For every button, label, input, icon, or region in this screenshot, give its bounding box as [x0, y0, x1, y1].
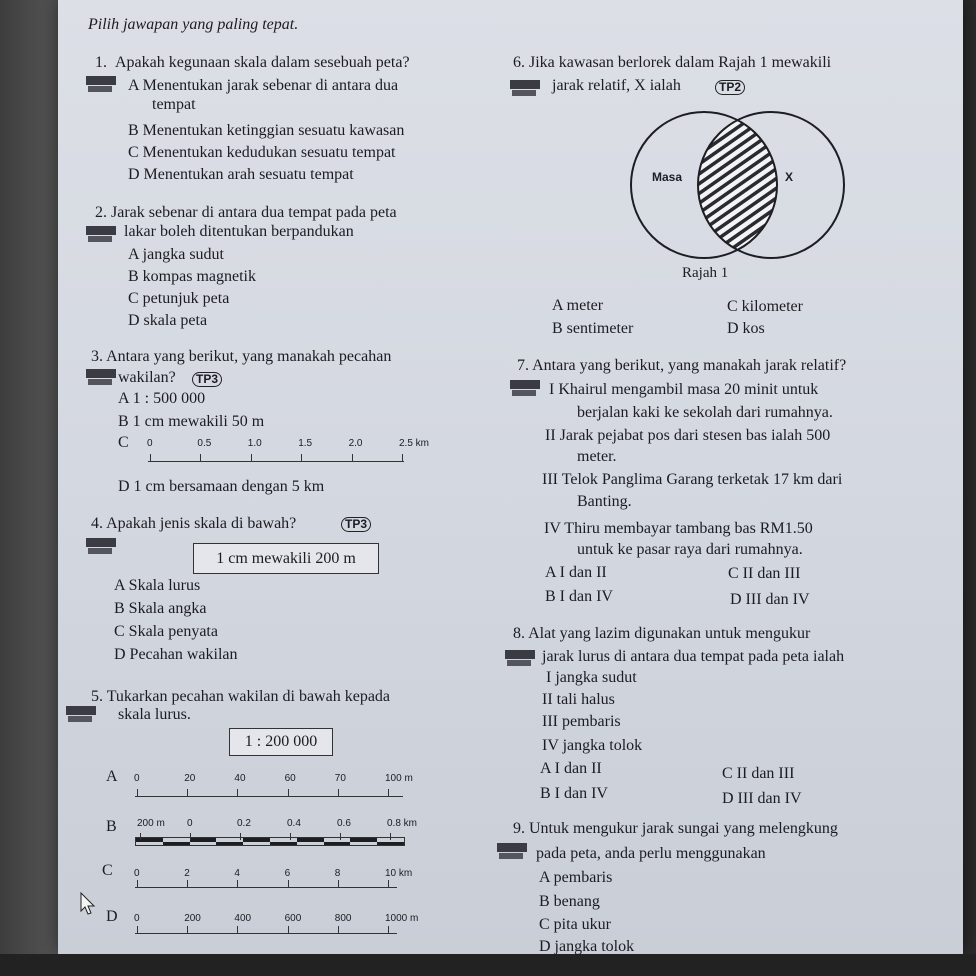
q8-option-a[interactable]: A I dan II: [540, 760, 602, 777]
q3-c-scale-tick-label: 2.5 km: [399, 438, 430, 449]
q3-c-scale-tick: [301, 454, 302, 461]
q2-option-b[interactable]: B kompas magnetik: [128, 268, 256, 285]
q8-option-b[interactable]: B I dan IV: [540, 785, 608, 802]
q5-b-scale-tick: [390, 833, 391, 840]
q5-d-scale-tick: [237, 926, 238, 933]
q3-c-scale-tick: [150, 454, 151, 461]
q5-c-scale-tick-label: 4: [234, 868, 240, 879]
q3-question-cont: wakilan?: [118, 369, 176, 386]
difficulty-icon: [86, 76, 116, 94]
q6-option-a[interactable]: A meter: [552, 297, 604, 314]
tp-badge: TP2: [715, 80, 745, 95]
q5-a-scale-line: [135, 796, 403, 797]
q5-b-scale-tick-label: 0.6: [337, 818, 351, 829]
q5-question-cont: skala lurus.: [118, 706, 191, 723]
difficulty-icon: [86, 226, 116, 244]
q8-item-1: I jangka sudut: [546, 669, 637, 686]
q3-option-c-letter[interactable]: C: [118, 434, 129, 451]
q9-option-a[interactable]: A pembaris: [539, 869, 613, 886]
q3-question: 3. Antara yang berikut, yang manakah pecahan: [91, 348, 392, 365]
q3-c-scale-line: [148, 461, 404, 462]
q3-c-scale-tick-label: 0.5: [197, 438, 212, 449]
q9-option-b[interactable]: B benang: [539, 893, 600, 910]
q5-c-scale-tick-label: 0: [134, 868, 140, 879]
q5-c-scale-tick: [388, 880, 389, 887]
q2-option-c[interactable]: C petunjuk peta: [128, 290, 230, 307]
q5-d-scale-tick: [187, 926, 188, 933]
q4-option-a[interactable]: A Skala lurus: [114, 577, 201, 594]
q3-option-a[interactable]: A 1 : 500 000: [118, 390, 206, 407]
q5-c-scale-tick-label: 10 km: [385, 868, 413, 879]
difficulty-icon: [505, 650, 535, 668]
q5-a-scale-tick-label: 70: [334, 773, 346, 784]
q5-a-scale-tick: [237, 789, 238, 796]
q4-scale-box: 1 cm mewakili 200 m: [193, 543, 379, 574]
q1-question: 1. Apakah kegunaan skala dalam sesebuah peta?: [95, 54, 410, 71]
q5-c-scale-line: [135, 887, 397, 888]
q5-b-scale-segment: [163, 842, 190, 846]
q3-c-scale-tick: [251, 454, 252, 461]
q5-c-scale-tick: [237, 880, 238, 887]
q6-option-c[interactable]: C kilometer: [727, 298, 803, 315]
q5-d-scale-tick-label: 0: [134, 913, 140, 924]
q6-option-d[interactable]: D kos: [727, 320, 765, 337]
q7-statement-3: III Telok Panglima Garang terketak 17 km dari: [542, 471, 843, 488]
q4-question: 4. Apakah jenis skala di bawah?: [91, 515, 297, 532]
q5-b-scale-tick-label: 0.4: [287, 818, 301, 829]
q8-item-3: III pembaris: [542, 713, 621, 730]
q5-b-scale-tick-label: 200 m: [137, 818, 165, 829]
q7-option-a[interactable]: A I dan II: [545, 564, 607, 581]
q5-a-scale-tick: [137, 789, 138, 796]
venn-left-label: Masa: [652, 170, 683, 184]
q2-question: 2. Jarak sebenar di antara dua tempat pada peta: [95, 204, 397, 221]
q7-question: 7. Antara yang berikut, yang manakah jarak relatif?: [517, 357, 847, 374]
q2-question-cont: lakar boleh ditentukan berpandukan: [124, 223, 354, 240]
difficulty-icon: [66, 706, 96, 724]
q5-c-scale-tick: [338, 880, 339, 887]
q8-option-c[interactable]: C II dan III: [722, 765, 795, 782]
q5-ratio-box: 1 : 200 000: [229, 728, 333, 756]
q1-option-a-cont: tempat: [152, 96, 196, 113]
q7-statement-4-cont: untuk ke pasar raya dari rumahnya.: [577, 541, 803, 558]
q6-option-b[interactable]: B sentimeter: [552, 320, 634, 337]
q5-d-scale-tick-label: 400: [234, 913, 252, 924]
background-left: [0, 0, 58, 976]
q5-option-b-letter[interactable]: B: [106, 818, 117, 835]
q7-statement-2-cont: meter.: [577, 448, 617, 465]
q5-a-scale-tick: [288, 789, 289, 796]
mouse-cursor-icon: [80, 892, 96, 916]
q5-d-scale-tick: [338, 926, 339, 933]
q4-option-c[interactable]: C Skala penyata: [114, 623, 218, 640]
q1-option-c[interactable]: C Menentukan kedudukan sesuatu tempat: [128, 144, 396, 161]
q5-b-scale-segment: [243, 838, 270, 842]
q3-c-scale-tick-label: 2.0: [348, 438, 363, 449]
tp-badge: TP3: [192, 372, 222, 387]
tp-badge: TP3: [341, 517, 371, 532]
q5-option-d-letter[interactable]: D: [106, 908, 118, 925]
difficulty-icon: [86, 369, 116, 387]
q5-b-scale-segment: [270, 842, 297, 846]
q5-a-scale-tick: [388, 789, 389, 796]
venn-diagram: [620, 110, 852, 260]
q9-option-d[interactable]: D jangka tolok: [539, 938, 635, 955]
q5-a-scale-tick-label: 20: [184, 773, 196, 784]
q5-b-scale-tick: [340, 833, 341, 840]
q8-item-2: II tali halus: [542, 691, 615, 708]
q5-d-scale-tick-label: 200: [184, 913, 201, 924]
q5-b-scale-segment: [190, 838, 217, 842]
q5-c-scale-tick: [187, 880, 188, 887]
q3-c-scale-tick: [352, 454, 353, 461]
q2-option-a[interactable]: A jangka sudut: [128, 246, 224, 263]
q4-option-d[interactable]: D Pecahan wakilan: [114, 646, 238, 663]
q2-option-d[interactable]: D skala peta: [128, 312, 208, 329]
q5-a-scale-tick-label: 0: [134, 773, 140, 784]
q7-option-d[interactable]: D III dan IV: [730, 591, 810, 608]
q5-b-scale-segment: [216, 842, 243, 846]
q5-b-scale-segment: [350, 838, 377, 842]
q3-c-scale-tick-label: 0: [147, 438, 153, 449]
difficulty-icon: [497, 843, 527, 861]
difficulty-icon: [86, 538, 116, 556]
q5-d-scale-tick-label: 800: [334, 913, 352, 924]
q7-statement-1-cont: berjalan kaki ke sekolah dari rumahnya.: [577, 404, 833, 421]
difficulty-icon: [510, 80, 540, 98]
q5-question: 5. Tukarkan pecahan wakilan di bawah kepada: [91, 688, 391, 705]
q6-question: 6. Jika kawasan berlorek dalam Rajah 1 mewakili: [513, 54, 832, 71]
q5-b-scale-segment: [324, 842, 351, 846]
q6-question-cont: jarak relatif, X ialah: [552, 77, 681, 94]
q5-b-scale-tick-label: 0.8 km: [387, 818, 418, 829]
q7-statement-2: II Jarak pejabat pos dari stesen bas ialah 500: [545, 427, 831, 444]
q5-b-scale-tick-label: 0: [187, 818, 193, 829]
q8-question: 8. Alat yang lazim digunakan untuk mengukur: [513, 625, 811, 642]
q7-option-b[interactable]: B I dan IV: [545, 588, 613, 605]
q3-c-scale-tick-label: 1.0: [247, 438, 262, 449]
q5-b-scale-tick: [290, 833, 291, 840]
q5-d-scale-line: [135, 933, 397, 934]
q3-c-scale-tick-label: 1.5: [298, 438, 313, 449]
q4-option-b[interactable]: B Skala angka: [114, 600, 207, 617]
q5-b-scale-segment: [377, 842, 404, 846]
q5-a-scale-tick: [338, 789, 339, 796]
q5-d-scale-tick: [288, 926, 289, 933]
q5-a-scale-tick-label: 40: [234, 773, 246, 784]
q9-question: 9. Untuk mengukur jarak sungai yang melengkung: [513, 820, 838, 837]
q5-b-scale-tick: [240, 833, 241, 840]
q8-option-d[interactable]: D III dan IV: [722, 790, 802, 807]
q5-c-scale-tick: [288, 880, 289, 887]
q5-a-scale-tick: [187, 789, 188, 796]
q1-option-a[interactable]: A Menentukan jarak sebenar di antara dua: [128, 77, 399, 94]
q5-c-scale-tick-label: 8: [334, 868, 341, 879]
figure-caption: Rajah 1: [682, 265, 729, 281]
q5-d-scale-tick-label: 1000 m: [385, 913, 419, 924]
q5-a-scale-tick-label: 60: [284, 773, 296, 784]
q9-option-c[interactable]: C pita ukur: [539, 916, 611, 933]
background-bottom: [0, 954, 976, 976]
instruction-header: Pilih jawapan yang paling tepat.: [88, 16, 299, 33]
q7-statement-4: IV Thiru membayar tambang bas RM1.50: [544, 520, 813, 537]
q8-item-4: IV jangka tolok: [542, 737, 643, 754]
q5-b-scale-tick-label: 0.2: [237, 818, 251, 829]
q3-option-b[interactable]: B 1 cm mewakili 50 m: [118, 413, 265, 430]
q5-a-scale-tick-label: 100 m: [385, 773, 413, 784]
q7-statement-1: I Khairul mengambil masa 20 minit untuk: [549, 381, 819, 398]
q1-option-d[interactable]: D Menentukan arah sesuatu tempat: [128, 166, 354, 183]
q5-c-scale-tick: [137, 880, 138, 887]
q3-option-d[interactable]: D 1 cm bersamaan dengan 5 km: [118, 478, 325, 495]
q5-b-scale-tick: [140, 833, 141, 840]
q5-d-scale-tick-label: 600: [284, 913, 302, 924]
q1-option-b[interactable]: B Menentukan ketinggian sesuatu kawasan: [128, 122, 405, 139]
q5-b-scale-tick: [190, 833, 191, 840]
q3-c-scale-tick: [402, 454, 403, 461]
q7-statement-3-cont: Banting.: [577, 493, 632, 510]
q5-c-scale-tick-label: 2: [184, 868, 190, 879]
q5-d-scale-tick: [388, 926, 389, 933]
q5-option-a-letter[interactable]: A: [106, 768, 118, 785]
venn-right-label: X: [785, 170, 794, 184]
q5-d-scale-tick: [137, 926, 138, 933]
q3-c-scale-tick: [200, 454, 201, 461]
q8-question-cont: jarak lurus di antara dua tempat pada peta ialah: [542, 648, 845, 665]
difficulty-icon: [510, 380, 540, 398]
q5-option-c-letter[interactable]: C: [102, 862, 113, 879]
q9-question-cont: pada peta, anda perlu menggunakan: [536, 845, 766, 862]
q7-option-c[interactable]: C II dan III: [728, 565, 801, 582]
q5-b-scale-segment: [297, 838, 324, 842]
q5-b-scale-bar: [135, 837, 405, 846]
q5-c-scale-tick-label: 6: [284, 868, 291, 879]
